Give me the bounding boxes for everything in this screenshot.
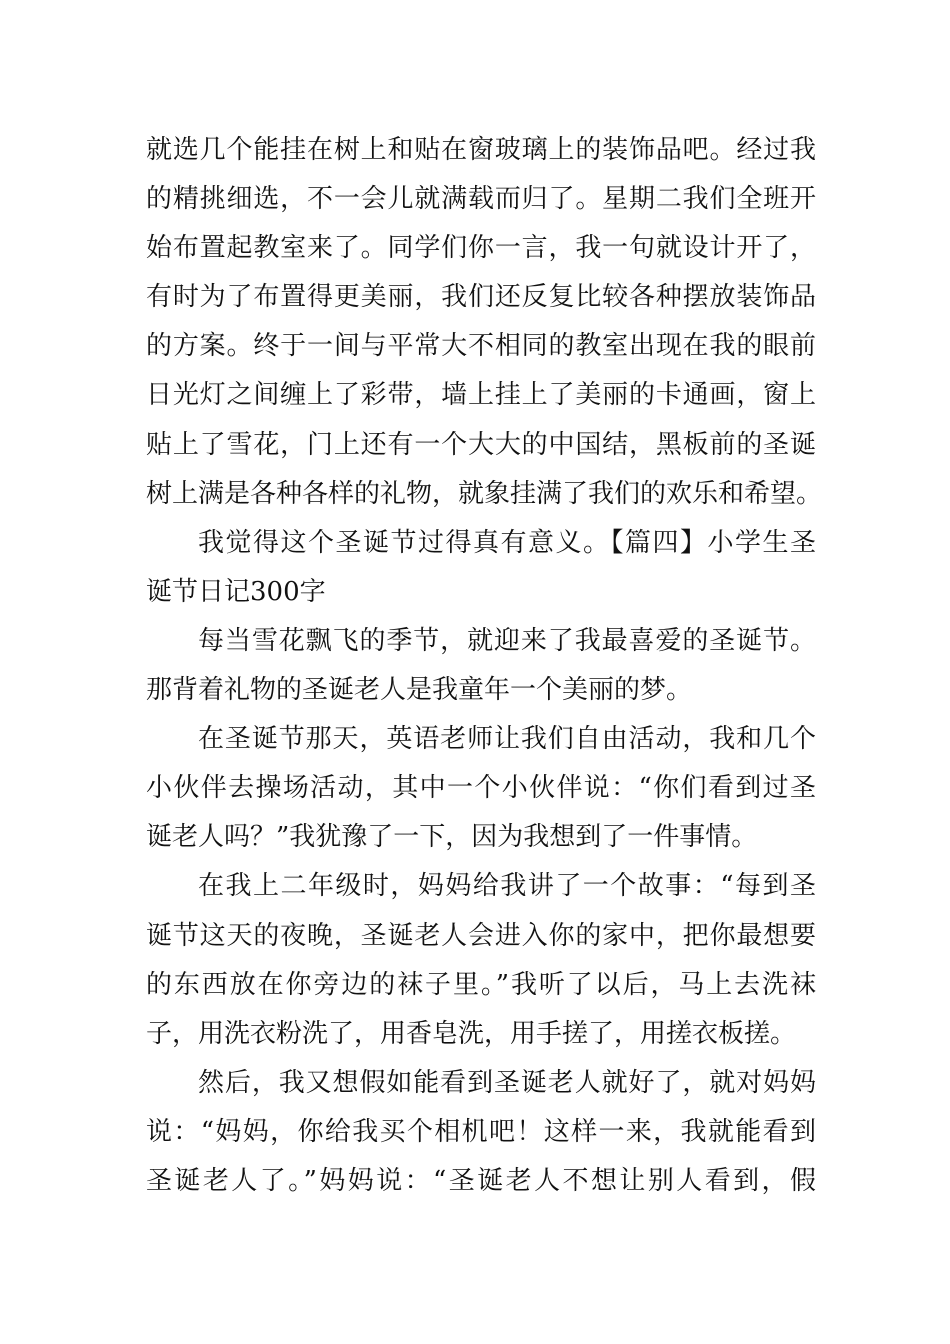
text-line: 的精挑细选，不一会儿就满载而归了。星期二我们全班开 xyxy=(146,184,816,215)
text-line: 在我上二年级时，妈妈给我讲了一个故事：“每到圣 xyxy=(198,871,816,902)
text-line: 说：“妈妈，你给我买个相机吧！这样一来，我就能看到 xyxy=(146,1116,816,1147)
text-line: 树上满是各种各样的礼物，就象挂满了我们的欢乐和希望。 xyxy=(146,478,823,509)
text-line: 子，用洗衣粉洗了，用香皂洗，用手搓了，用搓衣板搓。 xyxy=(146,1018,797,1049)
text-line: 有时为了布置得更美丽，我们还反复比较各种摆放装饰品 xyxy=(146,282,816,313)
text-line: 诞老人吗？”我犹豫了一下，因为我想到了一件事情。 xyxy=(146,822,758,853)
text-line: 日光灯之间缠上了彩带，墙上挂上了美丽的卡通画，窗上 xyxy=(146,380,816,411)
text-line: 的方案。终于一间与平常大不相同的教室出现在我的眼前 xyxy=(146,331,816,362)
text-line: 诞节这天的夜晚，圣诞老人会进入你的家中，把你最想要 xyxy=(146,920,816,951)
text-line: 圣诞老人了。”妈妈说：“圣诞老人不想让别人看到，假 xyxy=(146,1165,816,1196)
text-line: 在圣诞节那天，英语老师让我们自由活动，我和几个 xyxy=(198,724,816,755)
text-line: 诞节日记300字 xyxy=(146,576,326,607)
text-line: 就选几个能挂在树上和贴在窗玻璃上的装饰品吧。经过我 xyxy=(146,135,816,165)
text-line: 的东西放在你旁边的袜子里。”我听了以后，马上去洗袜 xyxy=(146,969,816,1000)
text-line: 然后，我又想假如能看到圣诞老人就好了，就对妈妈 xyxy=(198,1067,816,1098)
text-line: 我觉得这个圣诞节过得真有意义。【篇四】小学生圣 xyxy=(198,527,816,558)
text-line: 小伙伴去操场活动，其中一个小伙伴说：“你们看到过圣 xyxy=(146,773,816,804)
body-text xyxy=(146,126,823,1206)
text-line: 贴上了雪花，门上还有一个大大的中国结，黑板前的圣诞 xyxy=(146,429,816,460)
text-line: 始布置起教室来了。同学们你一言，我一句就设计开了， xyxy=(146,233,816,264)
text-line: 那背着礼物的圣诞老人是我童年一个美丽的梦。 xyxy=(146,675,693,706)
text-line: 每当雪花飘飞的季节，就迎来了我最喜爱的圣诞节。 xyxy=(198,625,816,656)
